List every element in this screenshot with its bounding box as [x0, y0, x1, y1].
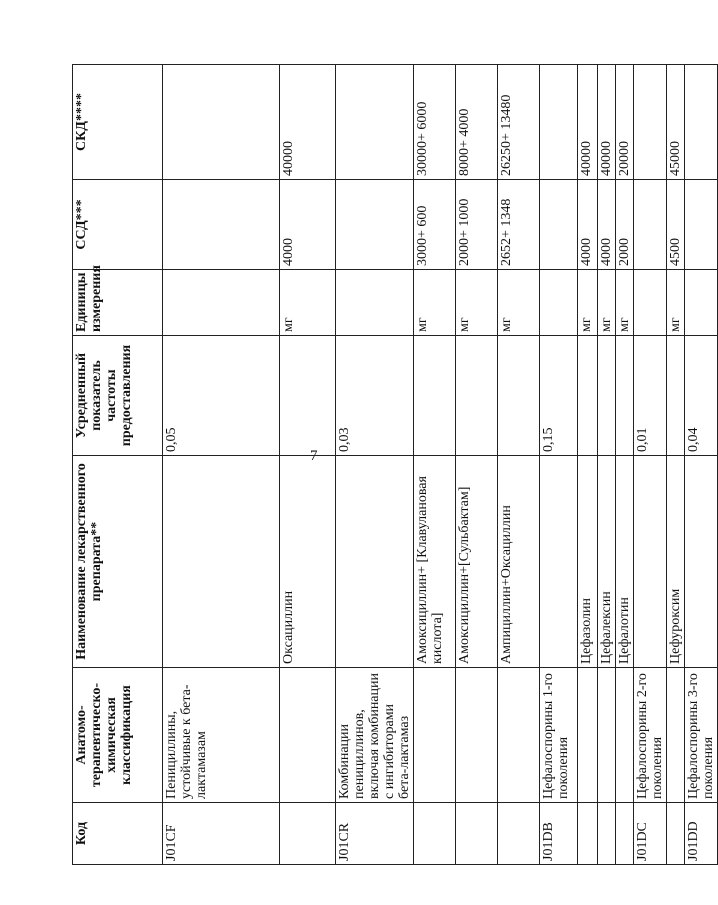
- cell-skd: 40000: [280, 65, 336, 180]
- cell-code: [414, 803, 456, 865]
- cell-skd: 40000: [578, 65, 598, 180]
- cell-unit: мг: [578, 270, 598, 336]
- header-drug: Наименование лекарственного препарата**: [73, 456, 163, 668]
- cell-code: [578, 803, 598, 865]
- cell-code: [598, 803, 616, 865]
- cell-skd: [163, 65, 280, 180]
- table-row: [456, 65, 498, 865]
- cell-code: J01CF: [163, 803, 280, 865]
- cell-freq: [667, 336, 685, 456]
- cell-unit: мг: [456, 270, 498, 336]
- cell-code: J01DB: [540, 803, 578, 865]
- table-row: [634, 65, 667, 865]
- table-row: [578, 65, 598, 865]
- cell-unit: [685, 270, 718, 336]
- cell-ssd: 4000: [280, 180, 336, 270]
- cell-skd: 20000: [616, 65, 634, 180]
- cell-ssd: 4000: [578, 180, 598, 270]
- header-code: Код: [73, 803, 163, 865]
- cell-atc: [598, 668, 616, 803]
- table-row: [498, 65, 540, 865]
- cell-freq: [414, 336, 456, 456]
- cell-ssd: [336, 180, 414, 270]
- header-unit: Единицы измерения: [73, 270, 163, 336]
- cell-unit: [336, 270, 414, 336]
- cell-freq: [616, 336, 634, 456]
- header-freq: Усредненный показатель частоты предоставления: [73, 336, 163, 456]
- cell-freq: 0,03: [336, 336, 414, 456]
- cell-drug: Цефалотин: [616, 456, 634, 668]
- cell-code: J01CR: [336, 803, 414, 865]
- header-ssd: ССД***: [73, 180, 163, 270]
- table-row: [280, 65, 336, 865]
- cell-freq: [456, 336, 498, 456]
- header-atc: Анатомо-терапевтическо-химическая классификация: [73, 668, 163, 803]
- table-row: [163, 65, 280, 865]
- rotated-table-container: [72, 65, 716, 865]
- table-row: [685, 65, 718, 865]
- table-row: [336, 65, 414, 865]
- cell-atc: Цефалоспорины 1-го поколения: [540, 668, 578, 803]
- cell-atc: Комбинации пенициллинов, включая комбинации с ингибиторами бета-лактамаз: [336, 668, 414, 803]
- cell-freq: [498, 336, 540, 456]
- cell-atc: [667, 668, 685, 803]
- cell-code: J01DD: [685, 803, 718, 865]
- cell-atc: [456, 668, 498, 803]
- cell-ssd: 4000: [598, 180, 616, 270]
- cell-unit: мг: [414, 270, 456, 336]
- cell-code: [456, 803, 498, 865]
- cell-drug: Цефалексин: [598, 456, 616, 668]
- cell-drug: [163, 456, 280, 668]
- cell-atc: Цефалоспорины 3-го поколения: [685, 668, 718, 803]
- cell-code: [667, 803, 685, 865]
- cell-skd: 26250+ 13480: [498, 65, 540, 180]
- table-row: [540, 65, 578, 865]
- cell-code: [616, 803, 634, 865]
- cell-unit: мг: [498, 270, 540, 336]
- cell-ssd: 2652+ 1348: [498, 180, 540, 270]
- cell-ssd: 2000+ 1000: [456, 180, 498, 270]
- cell-unit: мг: [667, 270, 685, 336]
- cell-code: J01DC: [634, 803, 667, 865]
- cell-code: [280, 803, 336, 865]
- cell-atc: [578, 668, 598, 803]
- cell-unit: [163, 270, 280, 336]
- cell-ssd: [634, 180, 667, 270]
- cell-freq: [578, 336, 598, 456]
- cell-ssd: 2000: [616, 180, 634, 270]
- cell-atc: [498, 668, 540, 803]
- cell-freq: 0,15: [540, 336, 578, 456]
- cell-drug: [634, 456, 667, 668]
- cell-skd: [540, 65, 578, 180]
- cell-atc: [414, 668, 456, 803]
- cell-skd: [634, 65, 667, 180]
- cell-ssd: [540, 180, 578, 270]
- cell-ssd: 3000+ 600: [414, 180, 456, 270]
- cell-atc: Пенициллины, устойчивые к бета-лактамазам: [163, 668, 280, 803]
- cell-freq: [280, 336, 336, 456]
- cell-unit: [540, 270, 578, 336]
- cell-ssd: [163, 180, 280, 270]
- cell-unit: мг: [598, 270, 616, 336]
- page-number: 7: [310, 448, 318, 464]
- cell-drug: Амоксициллин+ [Клавулановая кислота]: [414, 456, 456, 668]
- cell-unit: [634, 270, 667, 336]
- cell-drug: Цефуроксим: [667, 456, 685, 668]
- cell-freq: 0,05: [163, 336, 280, 456]
- cell-skd: [336, 65, 414, 180]
- cell-unit: мг: [616, 270, 634, 336]
- header-skd: СКД****: [73, 65, 163, 180]
- cell-skd: [685, 65, 718, 180]
- cell-ssd: [685, 180, 718, 270]
- table-row: [598, 65, 616, 865]
- cell-drug: [685, 456, 718, 668]
- cell-drug: Амоксициллин+[Сульбактам]: [456, 456, 498, 668]
- cell-drug: Цефазолин: [578, 456, 598, 668]
- table-row: [616, 65, 634, 865]
- cell-code: [498, 803, 540, 865]
- cell-freq: 0,01: [634, 336, 667, 456]
- cell-drug: [336, 456, 414, 668]
- cell-drug: Ампициллин+Оксациллин: [498, 456, 540, 668]
- cell-freq: 0,04: [685, 336, 718, 456]
- cell-drug: Оксациллин: [280, 456, 336, 668]
- cell-atc: [280, 668, 336, 803]
- cell-skd: 40000: [598, 65, 616, 180]
- cell-atc: [616, 668, 634, 803]
- cell-freq: [598, 336, 616, 456]
- table-header-row: [73, 65, 163, 865]
- cell-unit: мг: [280, 270, 336, 336]
- table-row: [414, 65, 456, 865]
- drug-table: [72, 64, 718, 865]
- cell-skd: 30000+ 6000: [414, 65, 456, 180]
- cell-atc: Цефалоспорины 2-го поколения: [634, 668, 667, 803]
- cell-drug: [540, 456, 578, 668]
- table-row: [667, 65, 685, 865]
- cell-skd: 8000+ 4000: [456, 65, 498, 180]
- cell-ssd: 4500: [667, 180, 685, 270]
- cell-skd: 45000: [667, 65, 685, 180]
